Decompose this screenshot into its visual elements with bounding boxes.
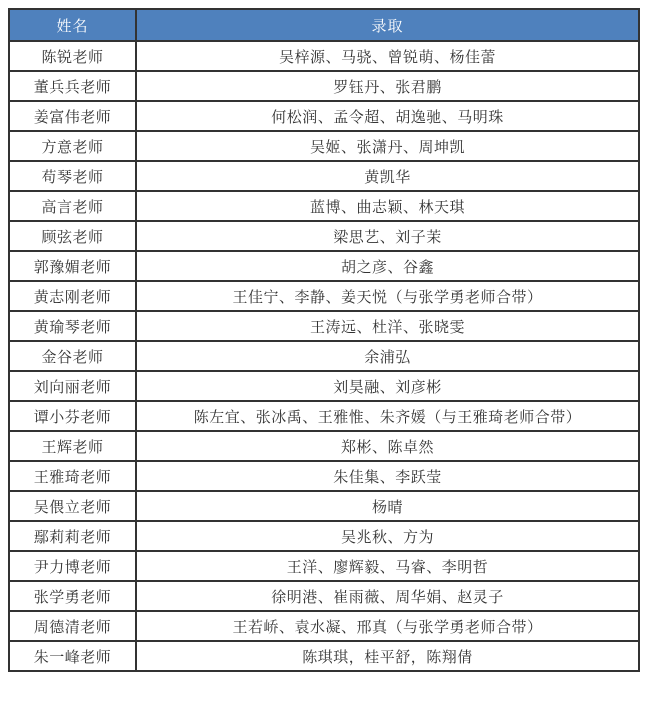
teacher-name-cell: 苟琴老师 [9, 161, 136, 191]
admitted-students-cell: 胡之彦、谷鑫 [136, 251, 639, 281]
header-admitted-column: 录取 [136, 9, 639, 41]
admitted-students-cell: 黄凯华 [136, 161, 639, 191]
admitted-students-cell: 蓝博、曲志颖、林天琪 [136, 191, 639, 221]
teacher-name-cell: 黄瑜琴老师 [9, 311, 136, 341]
admitted-students-cell: 罗钰丹、张君鹏 [136, 71, 639, 101]
table-row [9, 611, 639, 641]
admitted-students-cell: 王涛远、杜洋、张晓雯 [136, 311, 639, 341]
teacher-name-cell: 谭小芬老师 [9, 401, 136, 431]
admitted-students-cell: 余浦弘 [136, 341, 639, 371]
table-row [9, 461, 639, 491]
teacher-name-cell: 郭豫媚老师 [9, 251, 136, 281]
table-row [9, 551, 639, 581]
admissions-table-header [9, 9, 639, 41]
admitted-students-cell: 刘昊融、刘彦彬 [136, 371, 639, 401]
admitted-students-cell: 朱佳集、李跃莹 [136, 461, 639, 491]
admitted-students-cell: 王佳宁、李静、姜天悦（与张学勇老师合带） [136, 281, 639, 311]
table-row [9, 161, 639, 191]
table-row [9, 371, 639, 401]
table-row [9, 341, 639, 371]
table-row [9, 431, 639, 461]
table-row [9, 311, 639, 341]
teacher-name-cell: 顾弦老师 [9, 221, 136, 251]
admitted-students-cell: 徐明港、崔雨薇、周华娟、赵灵子 [136, 581, 639, 611]
table-row [9, 41, 639, 71]
teacher-name-cell: 王雅琦老师 [9, 461, 136, 491]
teacher-name-cell: 高言老师 [9, 191, 136, 221]
table-row [9, 131, 639, 161]
table-row [9, 251, 639, 281]
teacher-name-cell: 吴偎立老师 [9, 491, 136, 521]
teacher-name-cell: 董兵兵老师 [9, 71, 136, 101]
admitted-students-cell: 王若峤、袁水凝、邢真（与张学勇老师合带） [136, 611, 639, 641]
teacher-name-cell: 张学勇老师 [9, 581, 136, 611]
teacher-name-cell: 王辉老师 [9, 431, 136, 461]
teacher-name-cell: 刘向丽老师 [9, 371, 136, 401]
header-name-column: 姓名 [9, 9, 136, 41]
table-row [9, 221, 639, 251]
admissions-table-body [9, 41, 639, 671]
admitted-students-cell: 吴兆秋、方为 [136, 521, 639, 551]
table-row [9, 641, 639, 671]
admitted-students-cell: 何松润、孟令超、胡逸驰、马明珠 [136, 101, 639, 131]
admitted-students-cell: 吴姬、张潇丹、周坤凯 [136, 131, 639, 161]
admitted-students-cell: 陈左宜、张冰禹、王雅惟、朱齐媛（与王雅琦老师合带） [136, 401, 639, 431]
teacher-name-cell: 方意老师 [9, 131, 136, 161]
table-row [9, 101, 639, 131]
table-row [9, 191, 639, 221]
teacher-name-cell: 鄢莉莉老师 [9, 521, 136, 551]
teacher-name-cell: 周德清老师 [9, 611, 136, 641]
table-row [9, 71, 639, 101]
table-row [9, 521, 639, 551]
teacher-name-cell: 尹力博老师 [9, 551, 136, 581]
teacher-name-cell: 金谷老师 [9, 341, 136, 371]
teacher-name-cell: 陈锐老师 [9, 41, 136, 71]
teacher-name-cell: 黄志刚老师 [9, 281, 136, 311]
admitted-students-cell: 杨晴 [136, 491, 639, 521]
table-row [9, 491, 639, 521]
header-row [9, 9, 639, 41]
admitted-students-cell: 陈琪琪，桂平舒，陈翔倩 [136, 641, 639, 671]
teacher-name-cell: 朱一峰老师 [9, 641, 136, 671]
admitted-students-cell: 梁思艺、刘子茉 [136, 221, 639, 251]
admissions-table [8, 8, 640, 672]
admitted-students-cell: 郑彬、陈卓然 [136, 431, 639, 461]
table-row [9, 401, 639, 431]
teacher-name-cell: 姜富伟老师 [9, 101, 136, 131]
admitted-students-cell: 吴梓源、马骁、曾锐萌、杨佳蕾 [136, 41, 639, 71]
table-row [9, 281, 639, 311]
table-row [9, 581, 639, 611]
admitted-students-cell: 王洋、廖辉毅、马睿、李明哲 [136, 551, 639, 581]
